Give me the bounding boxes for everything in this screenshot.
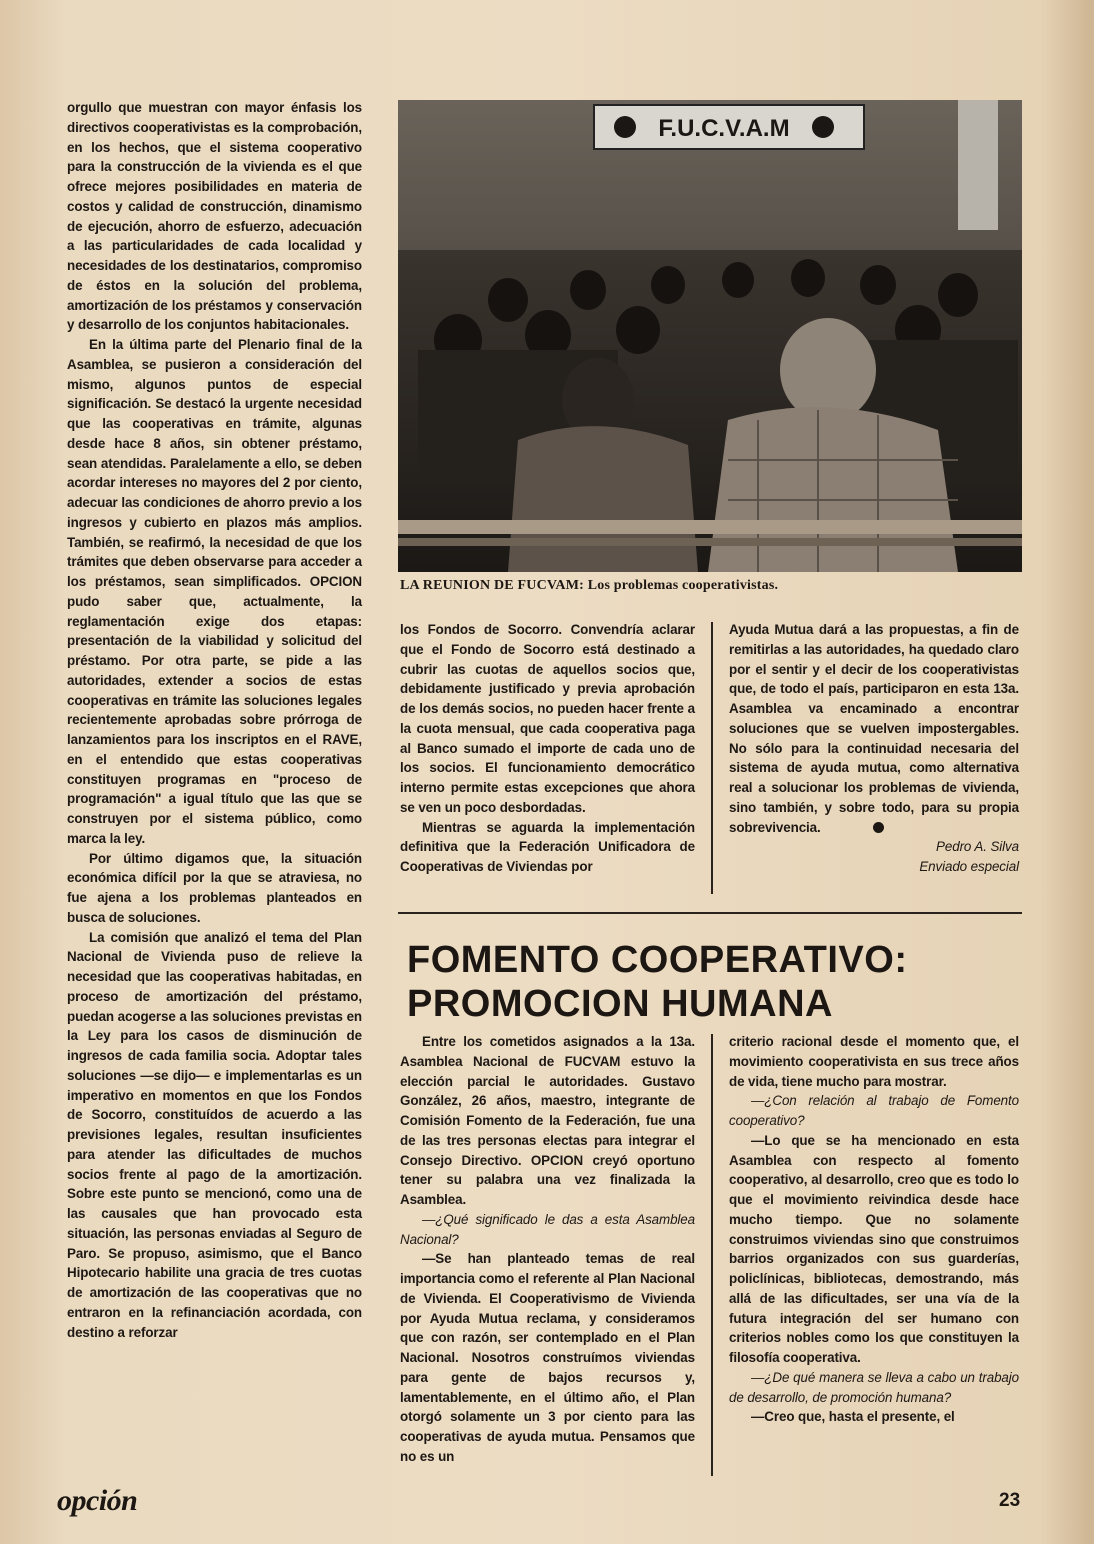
interview-question: —¿Qué significado le das a esta Asamblea Nacional? xyxy=(400,1211,695,1247)
paragraph: Por último digamos que, la situación económica difícil por la que se atraviesa, no fue ajena a los problemas planteados en busca de soluciones. xyxy=(67,850,362,925)
interview-column-right xyxy=(729,1032,1019,1427)
interview-answer: criterio racional desde el momento que, el movimiento cooperativista en sus trece años de vida, tiene mucho para mostrar. xyxy=(729,1034,1019,1089)
interview-answer: —Lo que se ha mencionado en esta Asamblea con respecto al fomento cooperativo, al desarrollo, creo que es todo lo que el movimiento reivindica desde hace mucho tiempo. Que no solamente construimos viviendas sino que construimos barrios organizados con sus guarderías, policlínicas, bibliotecas, demostrando, más allá de las dificultades, ser una vía de la futura integración del ser humano con criterios nobles como los que constituyen la filosofía cooperativa. xyxy=(729,1132,1019,1365)
meeting-photo-illustration xyxy=(398,100,1022,572)
caption-label: LA REUNION DE FUCVAM: xyxy=(400,578,585,593)
article-column-middle-upper xyxy=(400,620,695,877)
paragraph: Mientras se aguarda la implementación definitiva que la Federación Unificadora de Cooperativas de Viviendas por xyxy=(400,819,695,874)
banner-text: F.U.C.V.A.M xyxy=(658,115,790,142)
end-mark-icon xyxy=(873,822,884,833)
interview-question: —¿De qué manera se lleva a cabo un trabajo de desarrollo, de promoción humana? xyxy=(729,1369,1019,1405)
author-role: Enviado especial xyxy=(919,859,1019,874)
paragraph: orgullo que muestran con mayor énfasis los directivos cooperativistas es la comprobación, en los hechos, que el sistema cooperativo para la construcción de la vivienda es el que ofrece mejores posibilidades en materia de costos y calidad de construcción, dinamismo de ejecución, ahorro de esfuerzo, adecuación a las particularidades de cada localidad y necesidades de los destinatarios, compromiso de éstos en la solución del problema, amortización de los préstamos y conservación y desarrollo de los conjuntos habitacionales. xyxy=(67,100,362,333)
interview-lead: Entre los cometidos asignados a la 13a. Asamblea Nacional de FUCVAM estuvo la elección parcial le autoridades. Gustavo González, 26 años, maestro, integrante de Comisión Fomento de la Federación, fue una de las tres personas electas para integrar el Consejo Directivo. OPCION creyó oportuno tener su palabra una vez finalizada la Asamblea. xyxy=(400,1034,695,1207)
column-divider xyxy=(711,622,713,894)
interview-answer: —Se han planteado temas de real importancia como el referente al Plan Nacional de Vivienda. El Cooperativismo de Vivienda por Ayuda Mutua reclama, y consideramos que con razón, ser contemplado en el Plan Nacional. Nosotros construímos viviendas para gente de bajos recursos y, lamentablemente, en el último año, el Plan otorgó solamente un 3 por ciento para las cooperativas de ayuda mutua. Pensamos que no es un xyxy=(400,1251,695,1464)
caption-text: Los problemas cooperativistas. xyxy=(587,578,779,593)
interview-column-middle xyxy=(400,1032,695,1467)
paragraph: La comisión que analizó el tema del Plan Nacional de Vivienda puso de relieve la necesidad que las cooperativas habitadas, en proceso de amortización del préstamo, puedan acogerse a las soluciones previstas en la Ley para los casos de disminución de ingresos de cada familia socia. Adoptar tales soluciones —se dijo— e implementarlas es un imperativo en momentos en que los Fondos de Socorro, constituídos de acuerdo a las previsiones legales, resultan insuficientes para atender las dificultades de muchos socios frente al pago de la amortización. Sobre este punto se mencionó, como una de las causales que han provocado esta situación, las personas enviadas al Seguro de Paro. Se propuso, asimismo, que el Banco Hipotecario habilite una gracia de tres cuotas de amortización de las cooperativas que no entraron en la refinanciación acordada, con destino a reforzar xyxy=(67,929,362,1340)
paragraph: En la última parte del Plenario final de la Asamblea, se pusieron a consideración del mismo, algunos puntos de especial significación. Se destacó la urgente necesidad que las cooperativas en trámite, algunas desde hace 8 años, sin obtener préstamo, sean atendidas. Paralelamente a ello, se deben acordar intereses no mayores del 2 por ciento, adecuar las condiciones de ahorro previo a los ingresos y cubierto en plazos más amplios. También, se reafirmó, la necesidad de que los trámites que deben observarse para acceder a los préstamos, sean simplificados. OPCION pudo saber que, actualmente, la reglamentación exige dos etapas: presentación de la viabilidad y solicitud del préstamo. Por otra parte, se pide a las autoridades, extender a socios de estas cooperativas en trámite las soluciones legales recientemente aprobadas sobre prórroga de lanzamientos para los inscriptos en el RAVE, en el entendido que estas cooperativas constituyen programas en "proceso de programación" a igual título que las que se construyen por el sistema público, como marca la ley. xyxy=(67,337,362,846)
paragraph-text: Ayuda Mutua dará a las propuestas, a fin de remitirlas a las autoridades, ha quedado claro por el sentir y el decir de los cooperativistas que, de todo el país, participaron en esta 13a. Asamblea va encaminado a encontrar soluciones que se vuelven impostergables. No sólo para la continuidad necesaria del sistema de ayuda mutua, como alternativa real a solucionar los problemas de vivienda, sino también, y sobre todo, para su propia sobrevivencia. xyxy=(729,622,1019,835)
interview-answer: —Creo que, hasta el presente, el xyxy=(751,1409,955,1425)
headline-line-2: PROMOCION HUMANA xyxy=(407,983,833,1025)
section-divider xyxy=(398,912,1022,914)
paragraph xyxy=(729,620,1019,837)
paragraph: los Fondos de Socorro. Convendría aclarar que el Fondo de Socorro está destinado a cubrir las cuotas de aquellos socios que, debidamente justificado y previa aprobación de los demás socios, no pueden hacer frente a la cuota mensual, que cada cooperativa paga al Banco sumado el importe de cada uno de los socios. El funcionamiento democrático interno permite estas excepciones que ahora se ven un poco desbordadas. xyxy=(400,622,695,815)
photo-caption xyxy=(400,578,1020,594)
magazine-logo: opción xyxy=(57,1484,138,1517)
meeting-photo xyxy=(398,100,1022,572)
page-number: 23 xyxy=(999,1490,1021,1511)
article-column-left xyxy=(67,98,362,1342)
author-name: Pedro A. Silva xyxy=(936,839,1019,855)
column-divider xyxy=(711,1034,713,1476)
article-headline xyxy=(407,938,1022,1026)
article-column-right-upper xyxy=(729,620,1019,877)
headline-line-1: FOMENTO COOPERATIVO: xyxy=(407,939,908,981)
interview-question: —¿Con relación al trabajo de Fomento cooperativo? xyxy=(729,1093,1019,1128)
